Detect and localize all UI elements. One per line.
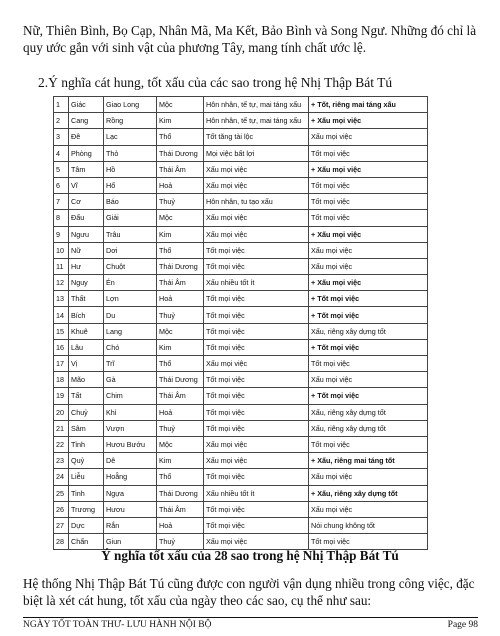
meaning-cell: Xấu mọi việc bbox=[204, 226, 309, 242]
animal-cell: Én bbox=[104, 275, 157, 291]
star-name-cell: Giác bbox=[69, 97, 104, 113]
star-name-cell: Cơ bbox=[69, 194, 104, 210]
verdict-cell: Xấu mọi việc bbox=[309, 501, 428, 517]
star-name-cell: Trương bbox=[69, 501, 104, 517]
table-row bbox=[54, 501, 428, 517]
table-row bbox=[54, 177, 428, 193]
verdict-cell: + Xấu, riêng xây dựng tốt bbox=[309, 485, 428, 501]
animal-cell: Chim bbox=[104, 388, 157, 404]
star-name-cell: Sâm bbox=[69, 420, 104, 436]
verdict-cell: Tốt mọi việc bbox=[309, 436, 428, 452]
element-cell: Thuỷ bbox=[157, 194, 204, 210]
star-number-cell: 26 bbox=[54, 501, 69, 517]
verdict-cell: Xấu, riêng xây dựng tốt bbox=[309, 323, 428, 339]
table-row bbox=[54, 388, 428, 404]
animal-cell: Lợn bbox=[104, 291, 157, 307]
table-row bbox=[54, 436, 428, 452]
star-number-cell: 24 bbox=[54, 469, 69, 485]
verdict-cell: + Tốt mọi việc bbox=[309, 291, 428, 307]
meaning-cell: Tốt mọi việc bbox=[204, 339, 309, 355]
star-number-cell: 15 bbox=[54, 323, 69, 339]
table-row bbox=[54, 453, 428, 469]
verdict-cell: Nói chung không tốt bbox=[309, 517, 428, 533]
star-name-cell: Tâm bbox=[69, 161, 104, 177]
verdict-cell: Xấu, riêng xây dựng tốt bbox=[309, 404, 428, 420]
animal-cell: Du bbox=[104, 307, 157, 323]
star-name-cell: Quỷ bbox=[69, 453, 104, 469]
star-number-cell: 23 bbox=[54, 453, 69, 469]
star-name-cell: Đẩu bbox=[69, 210, 104, 226]
element-cell: Kim bbox=[157, 339, 204, 355]
star-name-cell: Dực bbox=[69, 517, 104, 533]
meaning-cell: Tốt mọi việc bbox=[204, 242, 309, 258]
animal-cell: Hồ bbox=[104, 161, 157, 177]
meaning-cell: Xấu nhiều tốt ít bbox=[204, 485, 309, 501]
animal-cell: Rồng bbox=[104, 113, 157, 129]
meaning-cell: Xấu nhiều tốt ít bbox=[204, 275, 309, 291]
star-number-cell: 4 bbox=[54, 145, 69, 161]
star-name-cell: Ngưu bbox=[69, 226, 104, 242]
star-number-cell: 9 bbox=[54, 226, 69, 242]
meaning-cell: Tốt mọi việc bbox=[204, 469, 309, 485]
table-row bbox=[54, 242, 428, 258]
meaning-cell: Tốt mọi việc bbox=[204, 420, 309, 436]
stars-table-body bbox=[54, 97, 428, 550]
star-name-cell: Đê bbox=[69, 129, 104, 145]
animal-cell: Giải bbox=[104, 210, 157, 226]
animal-cell: Dơi bbox=[104, 242, 157, 258]
verdict-cell: + Tốt mọi việc bbox=[309, 339, 428, 355]
star-number-cell: 1 bbox=[54, 97, 69, 113]
element-cell: Thuỷ bbox=[157, 534, 204, 550]
table-row bbox=[54, 97, 428, 113]
verdict-cell: Tốt mọi việc bbox=[309, 534, 428, 550]
verdict-cell: + Tốt mọi việc bbox=[309, 307, 428, 323]
star-number-cell: 25 bbox=[54, 485, 69, 501]
meaning-cell: Tốt tăng tài lộc bbox=[204, 129, 309, 145]
table-row bbox=[54, 291, 428, 307]
table-row bbox=[54, 129, 428, 145]
meaning-cell: Mọi việc bất lợi bbox=[204, 145, 309, 161]
animal-cell: Chuột bbox=[104, 258, 157, 274]
animal-cell: Trĩ bbox=[104, 356, 157, 372]
element-cell: Mộc bbox=[157, 436, 204, 452]
animal-cell: Rắn bbox=[104, 517, 157, 533]
animal-cell: Hoẵng bbox=[104, 469, 157, 485]
element-cell: Mộc bbox=[157, 323, 204, 339]
animal-cell: Hươu Bướu bbox=[104, 436, 157, 452]
table-row bbox=[54, 161, 428, 177]
animal-cell: Giun bbox=[104, 534, 157, 550]
table-row bbox=[54, 420, 428, 436]
animal-cell: Hươu bbox=[104, 501, 157, 517]
star-number-cell: 18 bbox=[54, 372, 69, 388]
table-row bbox=[54, 404, 428, 420]
star-name-cell: Nguy bbox=[69, 275, 104, 291]
footer-rule bbox=[23, 617, 478, 618]
verdict-cell: Xấu mọi việc bbox=[309, 372, 428, 388]
table-row bbox=[54, 113, 428, 129]
verdict-cell: Tốt mọi việc bbox=[309, 177, 428, 193]
animal-cell: Giao Long bbox=[104, 97, 157, 113]
verdict-cell: Xấu mọi việc bbox=[309, 129, 428, 145]
animal-cell: Hổ bbox=[104, 177, 157, 193]
element-cell: Thái Âm bbox=[157, 388, 204, 404]
star-number-cell: 3 bbox=[54, 129, 69, 145]
star-number-cell: 6 bbox=[54, 177, 69, 193]
star-number-cell: 7 bbox=[54, 194, 69, 210]
star-number-cell: 11 bbox=[54, 258, 69, 274]
star-number-cell: 20 bbox=[54, 404, 69, 420]
star-name-cell: Thất bbox=[69, 291, 104, 307]
element-cell: Mộc bbox=[157, 210, 204, 226]
meaning-cell: Hôn nhân, tế tự, mai táng xấu bbox=[204, 113, 309, 129]
table-row bbox=[54, 226, 428, 242]
star-name-cell: Chẩn bbox=[69, 534, 104, 550]
table-row bbox=[54, 145, 428, 161]
animal-cell: Lang bbox=[104, 323, 157, 339]
meaning-cell: Tốt mọi việc bbox=[204, 291, 309, 307]
animal-cell: Chó bbox=[104, 339, 157, 355]
element-cell: Thái Dương bbox=[157, 145, 204, 161]
meaning-cell: Tốt mọi việc bbox=[204, 501, 309, 517]
table-row bbox=[54, 210, 428, 226]
verdict-cell: Tốt mọi việc bbox=[309, 145, 428, 161]
animal-cell: Dê bbox=[104, 453, 157, 469]
star-name-cell: Tất bbox=[69, 388, 104, 404]
meaning-cell: Xấu mọi việc bbox=[204, 453, 309, 469]
meaning-cell: Xấu mọi việc bbox=[204, 210, 309, 226]
meaning-cell: Tốt mọi việc bbox=[204, 517, 309, 533]
animal-cell: Báo bbox=[104, 194, 157, 210]
element-cell: Thổ bbox=[157, 469, 204, 485]
star-number-cell: 12 bbox=[54, 275, 69, 291]
section-heading: 2.Ý nghĩa cát hung, tốt xấu của các sao trong hệ Nhị Thập Bát Tú bbox=[38, 75, 393, 90]
footer-title: NGÀY TỐT TOÀN THƯ- LƯU HÀNH NỘI BỘ bbox=[23, 620, 212, 630]
table-row bbox=[54, 469, 428, 485]
verdict-cell: + Xấu, riêng mai táng tốt bbox=[309, 453, 428, 469]
meaning-cell: Tốt mọi việc bbox=[204, 388, 309, 404]
star-name-cell: Chuỷ bbox=[69, 404, 104, 420]
star-number-cell: 17 bbox=[54, 356, 69, 372]
element-cell: Thổ bbox=[157, 242, 204, 258]
table-row bbox=[54, 323, 428, 339]
table-row bbox=[54, 307, 428, 323]
element-cell: Thái Âm bbox=[157, 501, 204, 517]
element-cell: Thái Dương bbox=[157, 258, 204, 274]
table-row bbox=[54, 372, 428, 388]
element-cell: Thuỷ bbox=[157, 307, 204, 323]
verdict-cell: + Xấu mọi việc bbox=[309, 113, 428, 129]
meaning-cell: Tốt mọi việc bbox=[204, 404, 309, 420]
animal-cell: Khỉ bbox=[104, 404, 157, 420]
verdict-cell: Tốt mọi việc bbox=[309, 210, 428, 226]
meaning-cell: Xấu mọi việc bbox=[204, 356, 309, 372]
verdict-cell: Xấu mọi việc bbox=[309, 258, 428, 274]
star-number-cell: 13 bbox=[54, 291, 69, 307]
star-name-cell: Cang bbox=[69, 113, 104, 129]
star-name-cell: Khuê bbox=[69, 323, 104, 339]
star-number-cell: 22 bbox=[54, 436, 69, 452]
element-cell: Hoả bbox=[157, 404, 204, 420]
star-name-cell: Nữ bbox=[69, 242, 104, 258]
animal-cell: Vượn bbox=[104, 420, 157, 436]
element-cell: Thổ bbox=[157, 356, 204, 372]
star-name-cell: Lâu bbox=[69, 339, 104, 355]
table-row bbox=[54, 517, 428, 533]
meaning-cell: Tốt mọi việc bbox=[204, 372, 309, 388]
table-row bbox=[54, 356, 428, 372]
meaning-cell: Tốt mọi việc bbox=[204, 323, 309, 339]
verdict-cell: Tốt mọi việc bbox=[309, 194, 428, 210]
star-name-cell: Hư bbox=[69, 258, 104, 274]
star-name-cell: Phòng bbox=[69, 145, 104, 161]
star-number-cell: 28 bbox=[54, 534, 69, 550]
star-name-cell: Bích bbox=[69, 307, 104, 323]
stars-table bbox=[53, 96, 428, 550]
meaning-cell: Xấu mọi việc bbox=[204, 177, 309, 193]
verdict-cell: Tốt mọi việc bbox=[309, 356, 428, 372]
star-name-cell: Tỉnh bbox=[69, 436, 104, 452]
element-cell: Hoả bbox=[157, 517, 204, 533]
verdict-cell: Xấu mọi việc bbox=[309, 242, 428, 258]
star-name-cell: Liễu bbox=[69, 469, 104, 485]
table-row bbox=[54, 258, 428, 274]
meaning-cell: Hôn nhân, tế tự, mai táng xấu bbox=[204, 97, 309, 113]
meaning-cell: Tốt mọi việc bbox=[204, 258, 309, 274]
star-name-cell: Mão bbox=[69, 372, 104, 388]
verdict-cell: + Tốt, riêng mai táng xấu bbox=[309, 97, 428, 113]
meaning-cell: Xấu mọi việc bbox=[204, 436, 309, 452]
table-row bbox=[54, 339, 428, 355]
animal-cell: Trâu bbox=[104, 226, 157, 242]
meaning-cell: Tốt mọi việc bbox=[204, 307, 309, 323]
meaning-cell: Xấu mọi việc bbox=[204, 534, 309, 550]
star-number-cell: 16 bbox=[54, 339, 69, 355]
star-number-cell: 19 bbox=[54, 388, 69, 404]
meaning-cell: Hôn nhân, tu tạo xấu bbox=[204, 194, 309, 210]
verdict-cell: + Xấu mọi việc bbox=[309, 275, 428, 291]
star-number-cell: 27 bbox=[54, 517, 69, 533]
star-number-cell: 5 bbox=[54, 161, 69, 177]
element-cell: Thái Âm bbox=[157, 275, 204, 291]
intro-paragraph: Nữ, Thiên Bình, Bọ Cạp, Nhân Mã, Ma Kết, Bảo Bình và Song Ngư. Những đó chỉ là quy ước gắn với sinh vật của phương Tây, mang tính chất ước lệ. bbox=[23, 23, 477, 55]
verdict-cell: + Tốt mọi việc bbox=[309, 388, 428, 404]
element-cell: Thổ bbox=[157, 129, 204, 145]
star-name-cell: Tinh bbox=[69, 485, 104, 501]
element-cell: Thái Dương bbox=[157, 485, 204, 501]
table-row bbox=[54, 275, 428, 291]
outro-paragraph: Hệ thống Nhị Thập Bát Tú cũng được con người vận dụng nhiều trong công việc, đặc biệt là xét cát hung, tốt xấu của ngày theo các sao, cụ thể như sau: bbox=[23, 576, 475, 608]
element-cell: Kim bbox=[157, 453, 204, 469]
star-number-cell: 10 bbox=[54, 242, 69, 258]
element-cell: Thái Dương bbox=[157, 372, 204, 388]
star-number-cell: 21 bbox=[54, 420, 69, 436]
table-row bbox=[54, 485, 428, 501]
star-name-cell: Vĩ bbox=[69, 177, 104, 193]
verdict-cell: + Xấu mọi việc bbox=[309, 161, 428, 177]
animal-cell: Ngựa bbox=[104, 485, 157, 501]
table-caption: Ý nghĩa tốt xấu của 28 sao trong hệ Nhị Thập Bát Tú bbox=[101, 548, 399, 563]
element-cell: Hoả bbox=[157, 291, 204, 307]
page-number: Page 98 bbox=[447, 620, 478, 630]
star-number-cell: 8 bbox=[54, 210, 69, 226]
verdict-cell: Xấu, riêng xây dựng tốt bbox=[309, 420, 428, 436]
element-cell: Thái Âm bbox=[157, 161, 204, 177]
table-row bbox=[54, 194, 428, 210]
element-cell: Kim bbox=[157, 113, 204, 129]
star-number-cell: 2 bbox=[54, 113, 69, 129]
animal-cell: Gà bbox=[104, 372, 157, 388]
element-cell: Kim bbox=[157, 226, 204, 242]
meaning-cell: Xấu mọi việc bbox=[204, 161, 309, 177]
element-cell: Hoả bbox=[157, 177, 204, 193]
star-name-cell: Vị bbox=[69, 356, 104, 372]
element-cell: Mộc bbox=[157, 97, 204, 113]
verdict-cell: Xấu mọi việc bbox=[309, 469, 428, 485]
animal-cell: Lạc bbox=[104, 129, 157, 145]
star-number-cell: 14 bbox=[54, 307, 69, 323]
verdict-cell: + Xấu mọi việc bbox=[309, 226, 428, 242]
element-cell: Thuỷ bbox=[157, 420, 204, 436]
animal-cell: Thỏ bbox=[104, 145, 157, 161]
